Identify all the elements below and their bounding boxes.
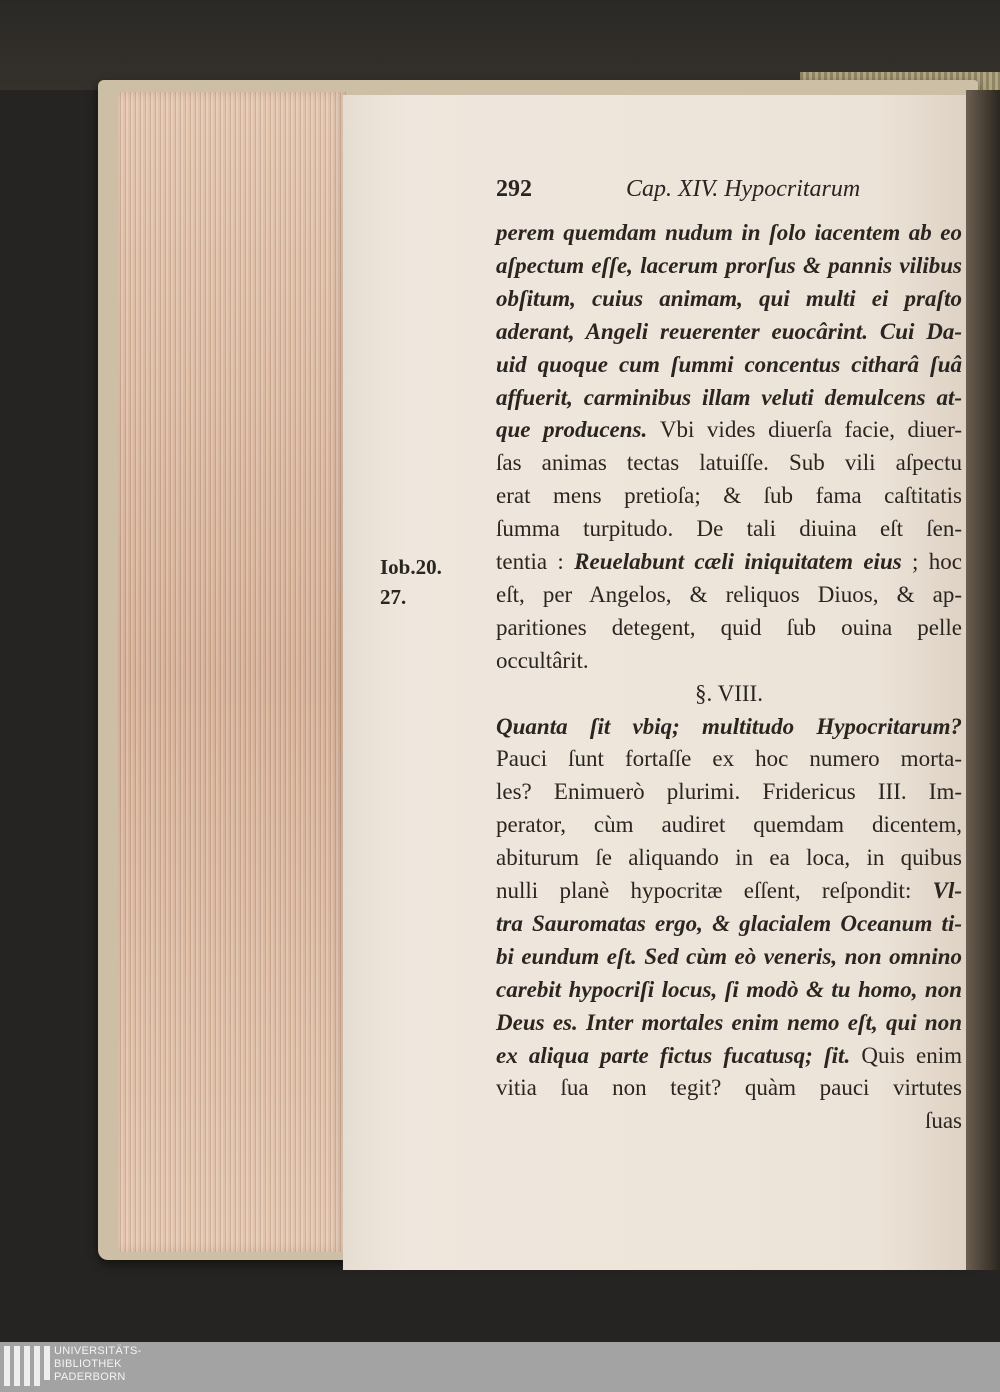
text-line — [496, 580, 962, 610]
text-line — [496, 613, 962, 643]
italic-text: aderant, Angeli reuerenter euocârint. Cui Da- — [496, 318, 962, 344]
roman-text: occultârit. — [496, 647, 589, 673]
margin-note-line: 27. — [380, 585, 407, 609]
italic-text: ex aliqua parte fictus fucatusq; ſit. — [496, 1042, 862, 1068]
roman-text: §. VIII. — [695, 680, 763, 706]
logo-line: PADERBORN — [54, 1371, 126, 1383]
text-line — [496, 448, 962, 478]
italic-text: Reuelabunt cæli iniquitatem eius — [574, 549, 902, 574]
roman-text: Pauci ſunt fortaſſe ex hoc numero morta- — [496, 746, 962, 772]
italic-text: Quanta ſit vbiq; multitudo Hypocritarum? — [496, 713, 962, 739]
text-line — [496, 1008, 962, 1038]
logo-line: BIBLIOTHEK — [54, 1358, 122, 1370]
roman-text: tentia : — [496, 549, 575, 574]
text-line — [496, 744, 962, 774]
italic-text: Vl- — [932, 878, 962, 903]
library-logo-text — [54, 1345, 142, 1384]
roman-text: perator, cùm audiret quemdam dicentem, — [496, 812, 962, 838]
text-line — [496, 646, 962, 676]
roman-text: abiturum ſe aliquando in ea loca, in quibus — [496, 845, 962, 871]
roman-text: nulli planè hypocritæ eſſent, reſpondit: — [496, 878, 933, 903]
italic-text: que producens. — [496, 417, 660, 443]
roman-text: Vbi vides diuerſa facie, diuer- — [659, 417, 962, 443]
roman-text: paritiones detegent, quid ſub ouina pelle — [496, 614, 962, 640]
italic-text: affuerit, carminibus illam veluti demulcens at- — [496, 384, 962, 410]
page-number: 292 — [496, 176, 532, 202]
roman-text: erat mens pretioſa; & ſub fama caſtitatis — [496, 483, 962, 509]
footer-bar — [0, 1342, 1000, 1392]
text-line — [496, 481, 962, 511]
chapter-title: Cap. XIV. Hypocritarum — [626, 176, 861, 202]
roman-text: ſas animas tectas latuiſſe. Sub vili aſpectu — [496, 450, 962, 476]
text-line — [496, 876, 962, 906]
roman-text: ſumma turpitudo. De tali diuina eſt ſen- — [496, 516, 962, 542]
roman-text: ; hoc — [901, 549, 962, 574]
logo-line: UNIVERSITÄTS- — [54, 1345, 142, 1357]
text-line — [496, 975, 962, 1005]
text-line — [496, 843, 962, 873]
text-line — [496, 1041, 962, 1071]
running-head — [496, 176, 906, 203]
roman-text: vitia ſua non tegit? quàm pauci virtutes — [496, 1075, 962, 1101]
roman-text: eſt, per Angelos, & reliquos Diuos, & ap- — [496, 581, 962, 607]
margin-note — [380, 552, 442, 612]
roman-text: ſuas — [924, 1108, 962, 1134]
gutter-shadow — [966, 90, 1000, 1270]
page-edges — [118, 92, 346, 1252]
italic-text: carebit hypocriſi locus, ſi modò & tu homo, non — [496, 976, 962, 1002]
text-line — [496, 777, 962, 807]
text-line — [496, 909, 962, 939]
italic-text: obſitum, cuius animam, qui multi ei praſto — [496, 285, 962, 311]
text-line — [496, 547, 962, 577]
margin-note-line: Iob.20. — [380, 555, 442, 579]
text-line — [496, 218, 962, 248]
roman-text: Quis enim — [861, 1042, 962, 1068]
italic-text: tra Sauromatas ergo, & glacialem Oceanum ti- — [496, 910, 962, 936]
text-line — [496, 679, 962, 709]
text-line — [496, 514, 962, 544]
text-line — [496, 350, 962, 380]
text-line — [496, 284, 962, 314]
text-line — [496, 1106, 962, 1136]
text-line — [496, 317, 962, 347]
italic-text: bi eundum eſt. Sed cùm eò veneris, non omnino — [496, 943, 962, 969]
text-line — [496, 415, 962, 445]
text-line — [496, 383, 962, 413]
italic-text: perem quemdam nudum in ſolo iacentem ab eo — [496, 220, 962, 245]
italic-text: Deus es. Inter mortales enim nemo eſt, qui non — [496, 1009, 962, 1035]
text-line — [496, 942, 962, 972]
italic-text: uid quoque cum ſummi concentus citharâ ſuâ — [496, 351, 962, 377]
italic-text: aſpectum eſſe, lacerum prorſus & pannis vilibus — [496, 252, 962, 278]
text-line — [496, 810, 962, 840]
text-line — [496, 712, 962, 742]
text-line — [496, 251, 962, 281]
roman-text: les? Enimuerò plurimi. Fridericus III. Im- — [496, 779, 962, 805]
text-line — [496, 1073, 962, 1103]
